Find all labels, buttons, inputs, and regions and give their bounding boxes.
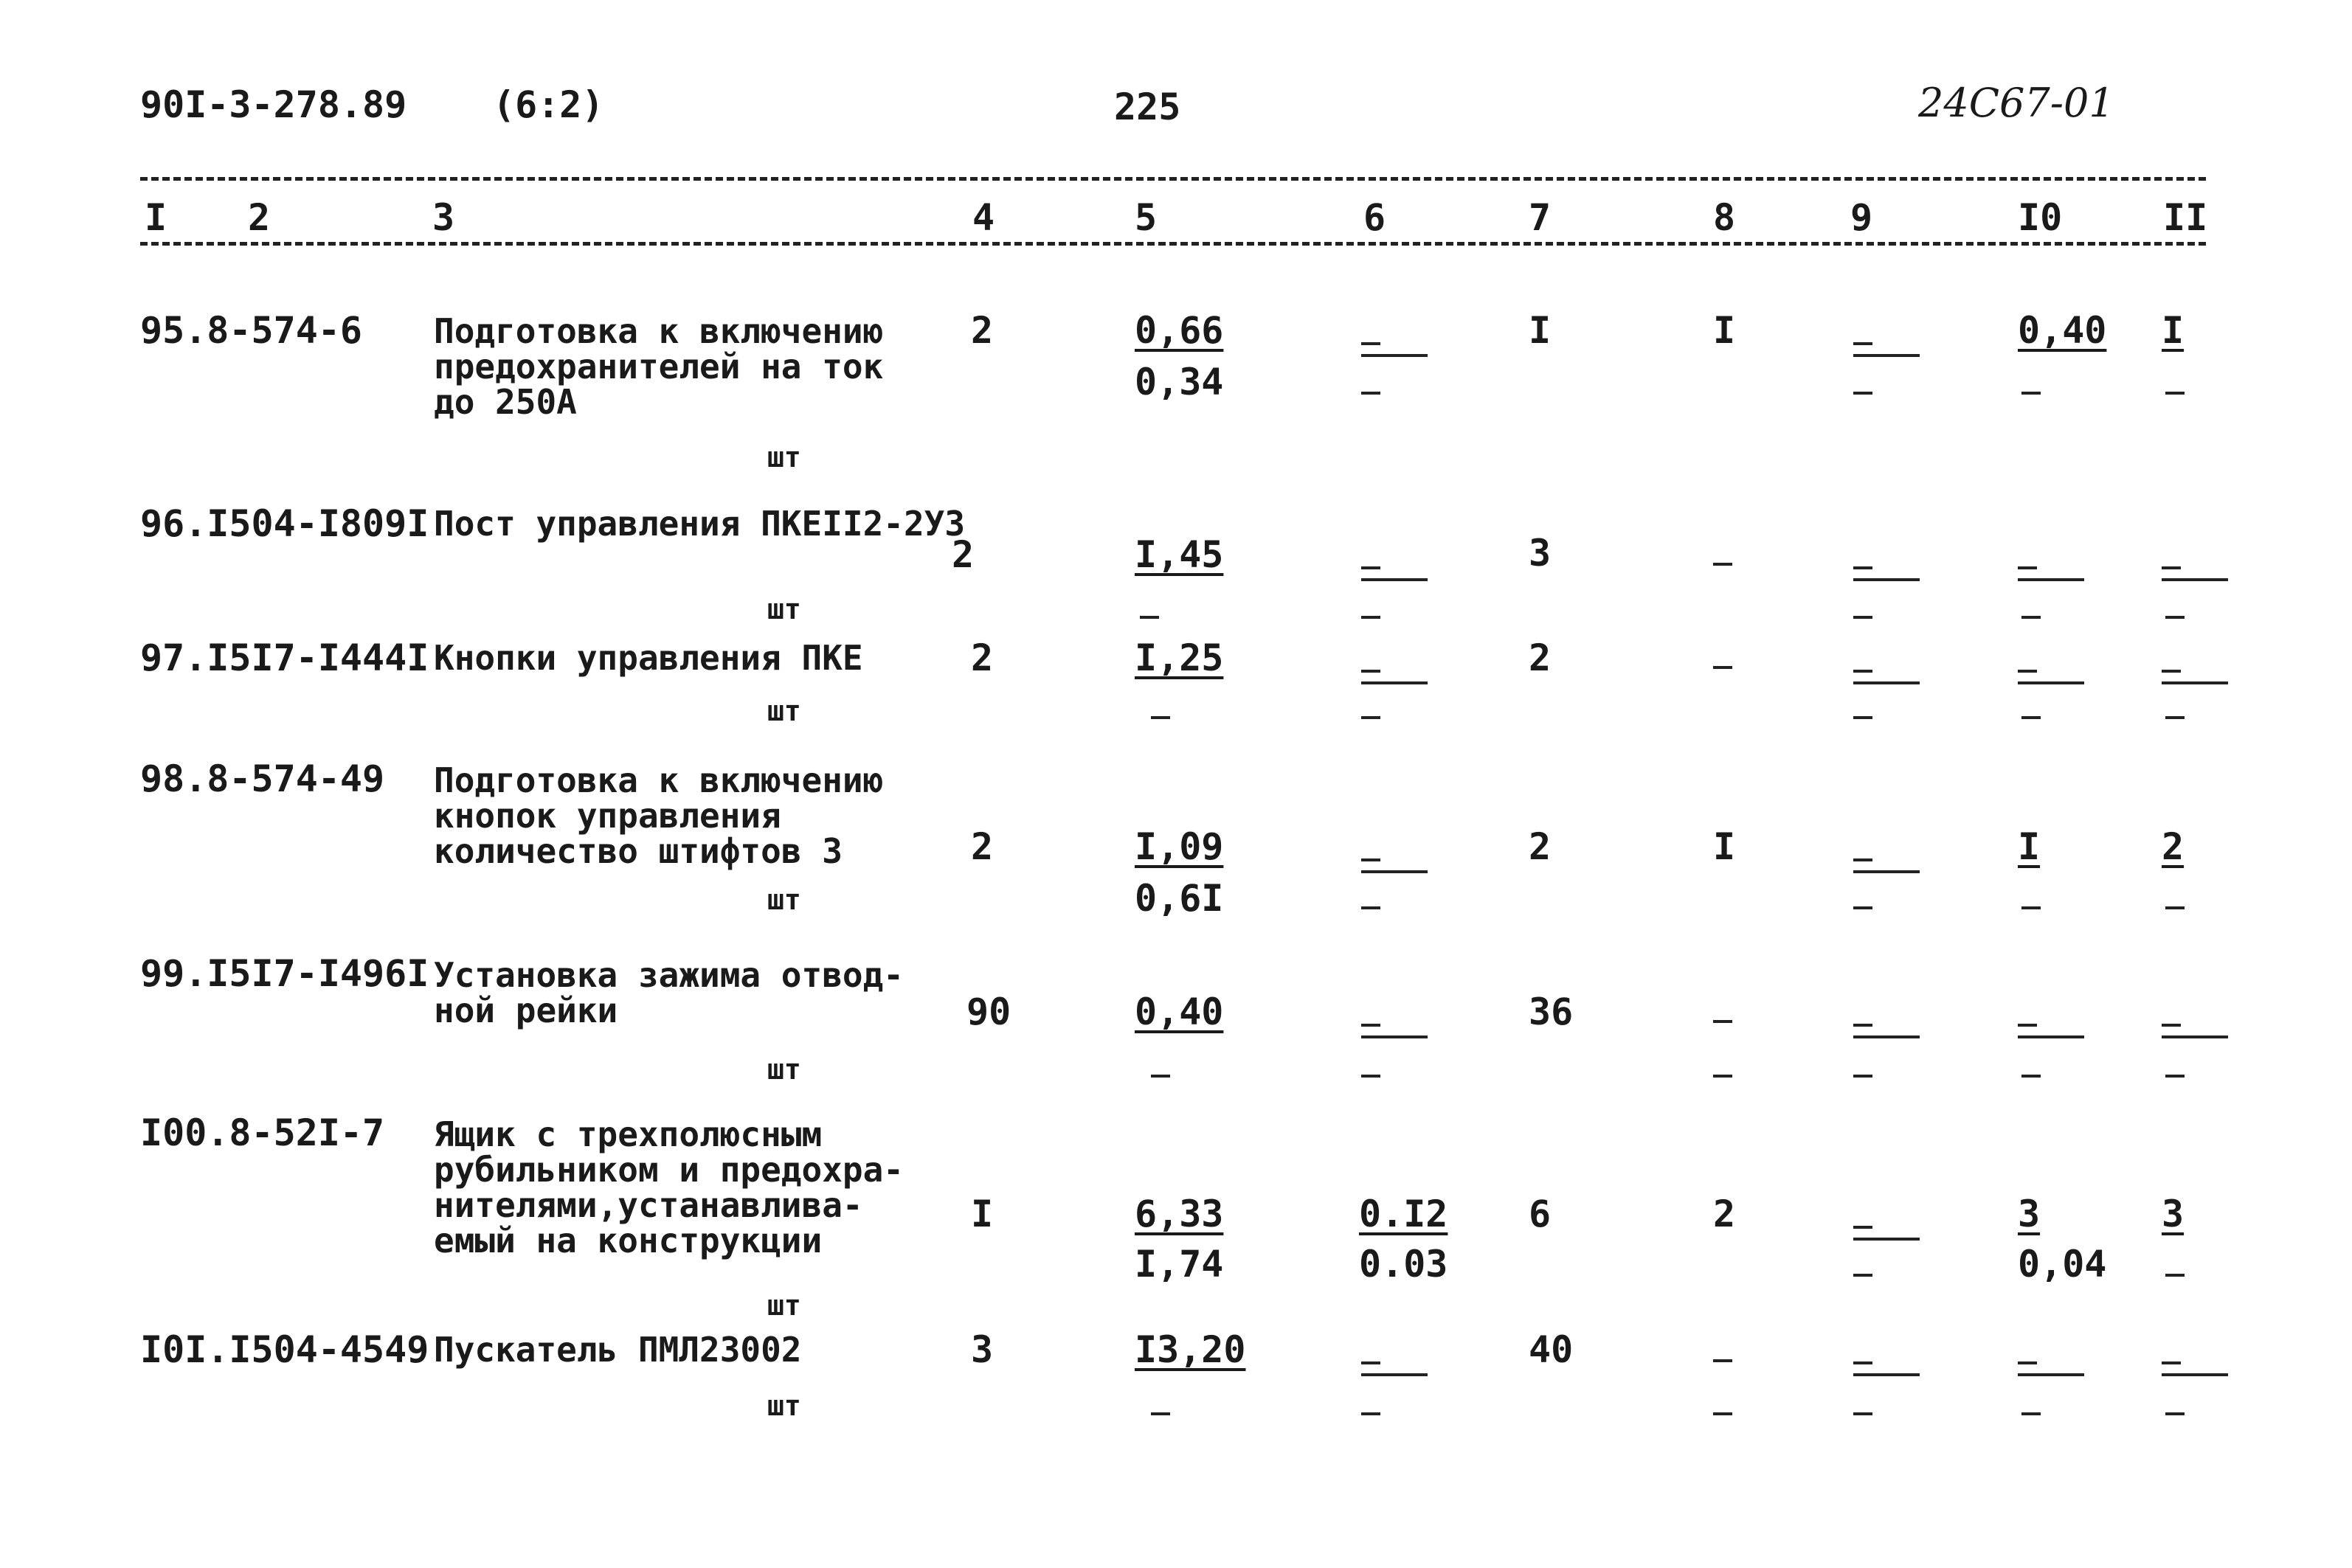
value-bottom: 0,04 (2018, 1243, 2107, 1286)
dash-mark (1853, 339, 1920, 363)
row-code: 96.I504-I809I (140, 502, 429, 545)
dash-mark (1361, 563, 1428, 587)
column-7-value: I (1529, 309, 1552, 352)
column-7-value: 3 (1529, 532, 1552, 575)
dash-mark (2021, 608, 2041, 622)
quantity: 2 (971, 825, 994, 868)
column-number: 5 (1135, 196, 1158, 239)
dash-mark (1713, 658, 1732, 672)
value-top: I,45 (1135, 533, 1224, 576)
row-code: 95.8-574-6 (140, 309, 363, 352)
dash-mark (1140, 608, 1159, 622)
dash-mark (1853, 608, 1872, 622)
value-top: 0,66 (1135, 309, 1224, 352)
dash-mark (1713, 1066, 1732, 1080)
dash-mark (1853, 1066, 1872, 1080)
dash-mark (1713, 1012, 1732, 1026)
dash-mark (2165, 898, 2185, 912)
quantity: 90 (966, 991, 1011, 1033)
row-unit: шт (767, 441, 801, 473)
column-number: 4 (972, 196, 995, 239)
row-unit: шт (767, 1390, 801, 1422)
dash-mark (1853, 1021, 1920, 1044)
header-top-rule (140, 177, 2206, 181)
dash-mark (1853, 667, 1920, 690)
dash-mark (1713, 1351, 1732, 1365)
dash-mark (2165, 708, 2185, 722)
column-number: I0 (2018, 196, 2063, 239)
column-8-value: I (1713, 309, 1736, 352)
row-code: I00.8-52I-7 (140, 1111, 385, 1154)
dash-mark (1853, 563, 1920, 587)
quantity: 3 (971, 1328, 994, 1371)
row-unit: шт (767, 1053, 801, 1086)
dash-mark (1361, 608, 1380, 622)
value-top: 6,33 (1135, 1193, 1224, 1235)
column-7-value: 2 (1529, 636, 1552, 679)
dash-mark (2021, 1066, 2041, 1080)
dash-mark (1361, 856, 1428, 879)
quantity: 2 (952, 533, 975, 576)
dash-mark (1853, 1359, 1920, 1382)
column-number: 6 (1363, 196, 1386, 239)
value-top: 0.I2 (1359, 1193, 1448, 1235)
dash-mark (1361, 339, 1428, 363)
dash-mark (2021, 384, 2041, 398)
dash-mark (2162, 1359, 2228, 1382)
dash-mark (1853, 1223, 1920, 1246)
row-code: I0I.I504-4549 (140, 1328, 429, 1371)
column-number: 3 (432, 196, 455, 239)
dash-mark (1853, 384, 1872, 398)
value-top: 3 (2018, 1193, 2041, 1235)
row-description: Подготовка к включению предохранителей на ток до 250А (434, 311, 884, 422)
value-top: I,09 (1135, 825, 1224, 868)
value-top: 0,40 (1135, 991, 1224, 1033)
dash-mark (2021, 1404, 2041, 1418)
column-8-value: 2 (1713, 1193, 1736, 1235)
dash-mark (1853, 708, 1872, 722)
quantity: 2 (971, 636, 994, 679)
value-top: I (2162, 309, 2185, 352)
value-top: I,25 (1135, 636, 1224, 679)
dash-mark (2018, 1359, 2084, 1382)
page-number: 225 (1114, 86, 1181, 128)
dash-mark (2018, 1021, 2084, 1044)
dash-mark (1361, 1021, 1428, 1044)
dash-mark (1151, 708, 1170, 722)
dash-mark (1361, 384, 1380, 398)
sheet-code: 24C67-01 (1918, 80, 2114, 126)
dash-mark (1853, 898, 1872, 912)
section-number: (6:2) (493, 83, 604, 126)
value-top: I (2018, 825, 2041, 868)
column-7-value: 6 (1529, 1193, 1552, 1235)
dash-mark (2165, 1066, 2185, 1080)
row-description: Ящик с трехполюсным рубильником и предохра- нителями,устанавлива- емый на конструкции (434, 1114, 904, 1260)
column-number: II (2163, 196, 2208, 239)
dash-mark (2162, 1021, 2228, 1044)
row-code: 99.I5I7-I496I (140, 952, 429, 995)
dash-mark (1361, 1404, 1380, 1418)
column-7-value: 40 (1529, 1328, 1574, 1371)
dash-mark (1853, 856, 1920, 879)
column-number: 9 (1850, 196, 1873, 239)
value-top: I3,20 (1135, 1328, 1246, 1371)
value-top: 0,40 (2018, 309, 2107, 352)
dash-mark (2165, 384, 2185, 398)
dash-mark (2018, 667, 2084, 690)
dash-mark (1361, 898, 1380, 912)
dash-mark (1713, 555, 1732, 569)
dash-mark (1853, 1266, 1872, 1280)
row-unit: шт (767, 593, 801, 625)
dash-mark (2021, 708, 2041, 722)
row-description: Кнопки управления ПКЕ (434, 638, 863, 678)
value-top: 3 (2162, 1193, 2185, 1235)
column-7-value: 2 (1529, 825, 1552, 868)
dash-mark (1713, 1404, 1732, 1418)
row-description: Пост управления ПКЕII2-2У3 (434, 504, 966, 544)
document-code: 90I-3-278.89 (140, 83, 407, 126)
quantity: I (971, 1193, 994, 1235)
row-code: 97.I5I7-I444I (140, 636, 429, 679)
dash-mark (1853, 1404, 1872, 1418)
value-bottom: 0,6I (1135, 877, 1224, 920)
value-bottom: 0,34 (1135, 361, 1224, 403)
value-bottom: I,74 (1135, 1243, 1224, 1286)
row-unit: шт (767, 695, 801, 727)
column-number: 8 (1713, 196, 1736, 239)
dash-mark (1151, 1066, 1170, 1080)
dash-mark (1361, 1359, 1428, 1382)
dash-mark (2165, 608, 2185, 622)
column-number: I (145, 196, 167, 239)
quantity: 2 (971, 309, 994, 352)
row-description: Пускатель ПМЛ23002 (434, 1330, 802, 1370)
row-unit: шт (767, 1289, 801, 1322)
dash-mark (2021, 898, 2041, 912)
dash-mark (2018, 563, 2084, 587)
dash-mark (1361, 667, 1428, 690)
column-8-value: I (1713, 825, 1736, 868)
value-top: 2 (2162, 825, 2185, 868)
row-description: Подготовка к включению кнопок управления количество штифтов 3 (434, 760, 884, 871)
dash-mark (2165, 1266, 2185, 1280)
row-unit: шт (767, 884, 801, 916)
value-bottom: 0.03 (1359, 1243, 1448, 1286)
dash-mark (1151, 1404, 1170, 1418)
dash-mark (2162, 667, 2228, 690)
header-bottom-rule (140, 242, 2206, 246)
row-code: 98.8-574-49 (140, 757, 385, 800)
column-number: 2 (248, 196, 271, 239)
dash-mark (1361, 708, 1380, 722)
dash-mark (2165, 1404, 2185, 1418)
column-7-value: 36 (1529, 991, 1574, 1033)
column-number: 7 (1529, 196, 1552, 239)
row-description: Установка зажима отвод- ной рейки (434, 955, 904, 1030)
dash-mark (2162, 563, 2228, 587)
dash-mark (1361, 1066, 1380, 1080)
